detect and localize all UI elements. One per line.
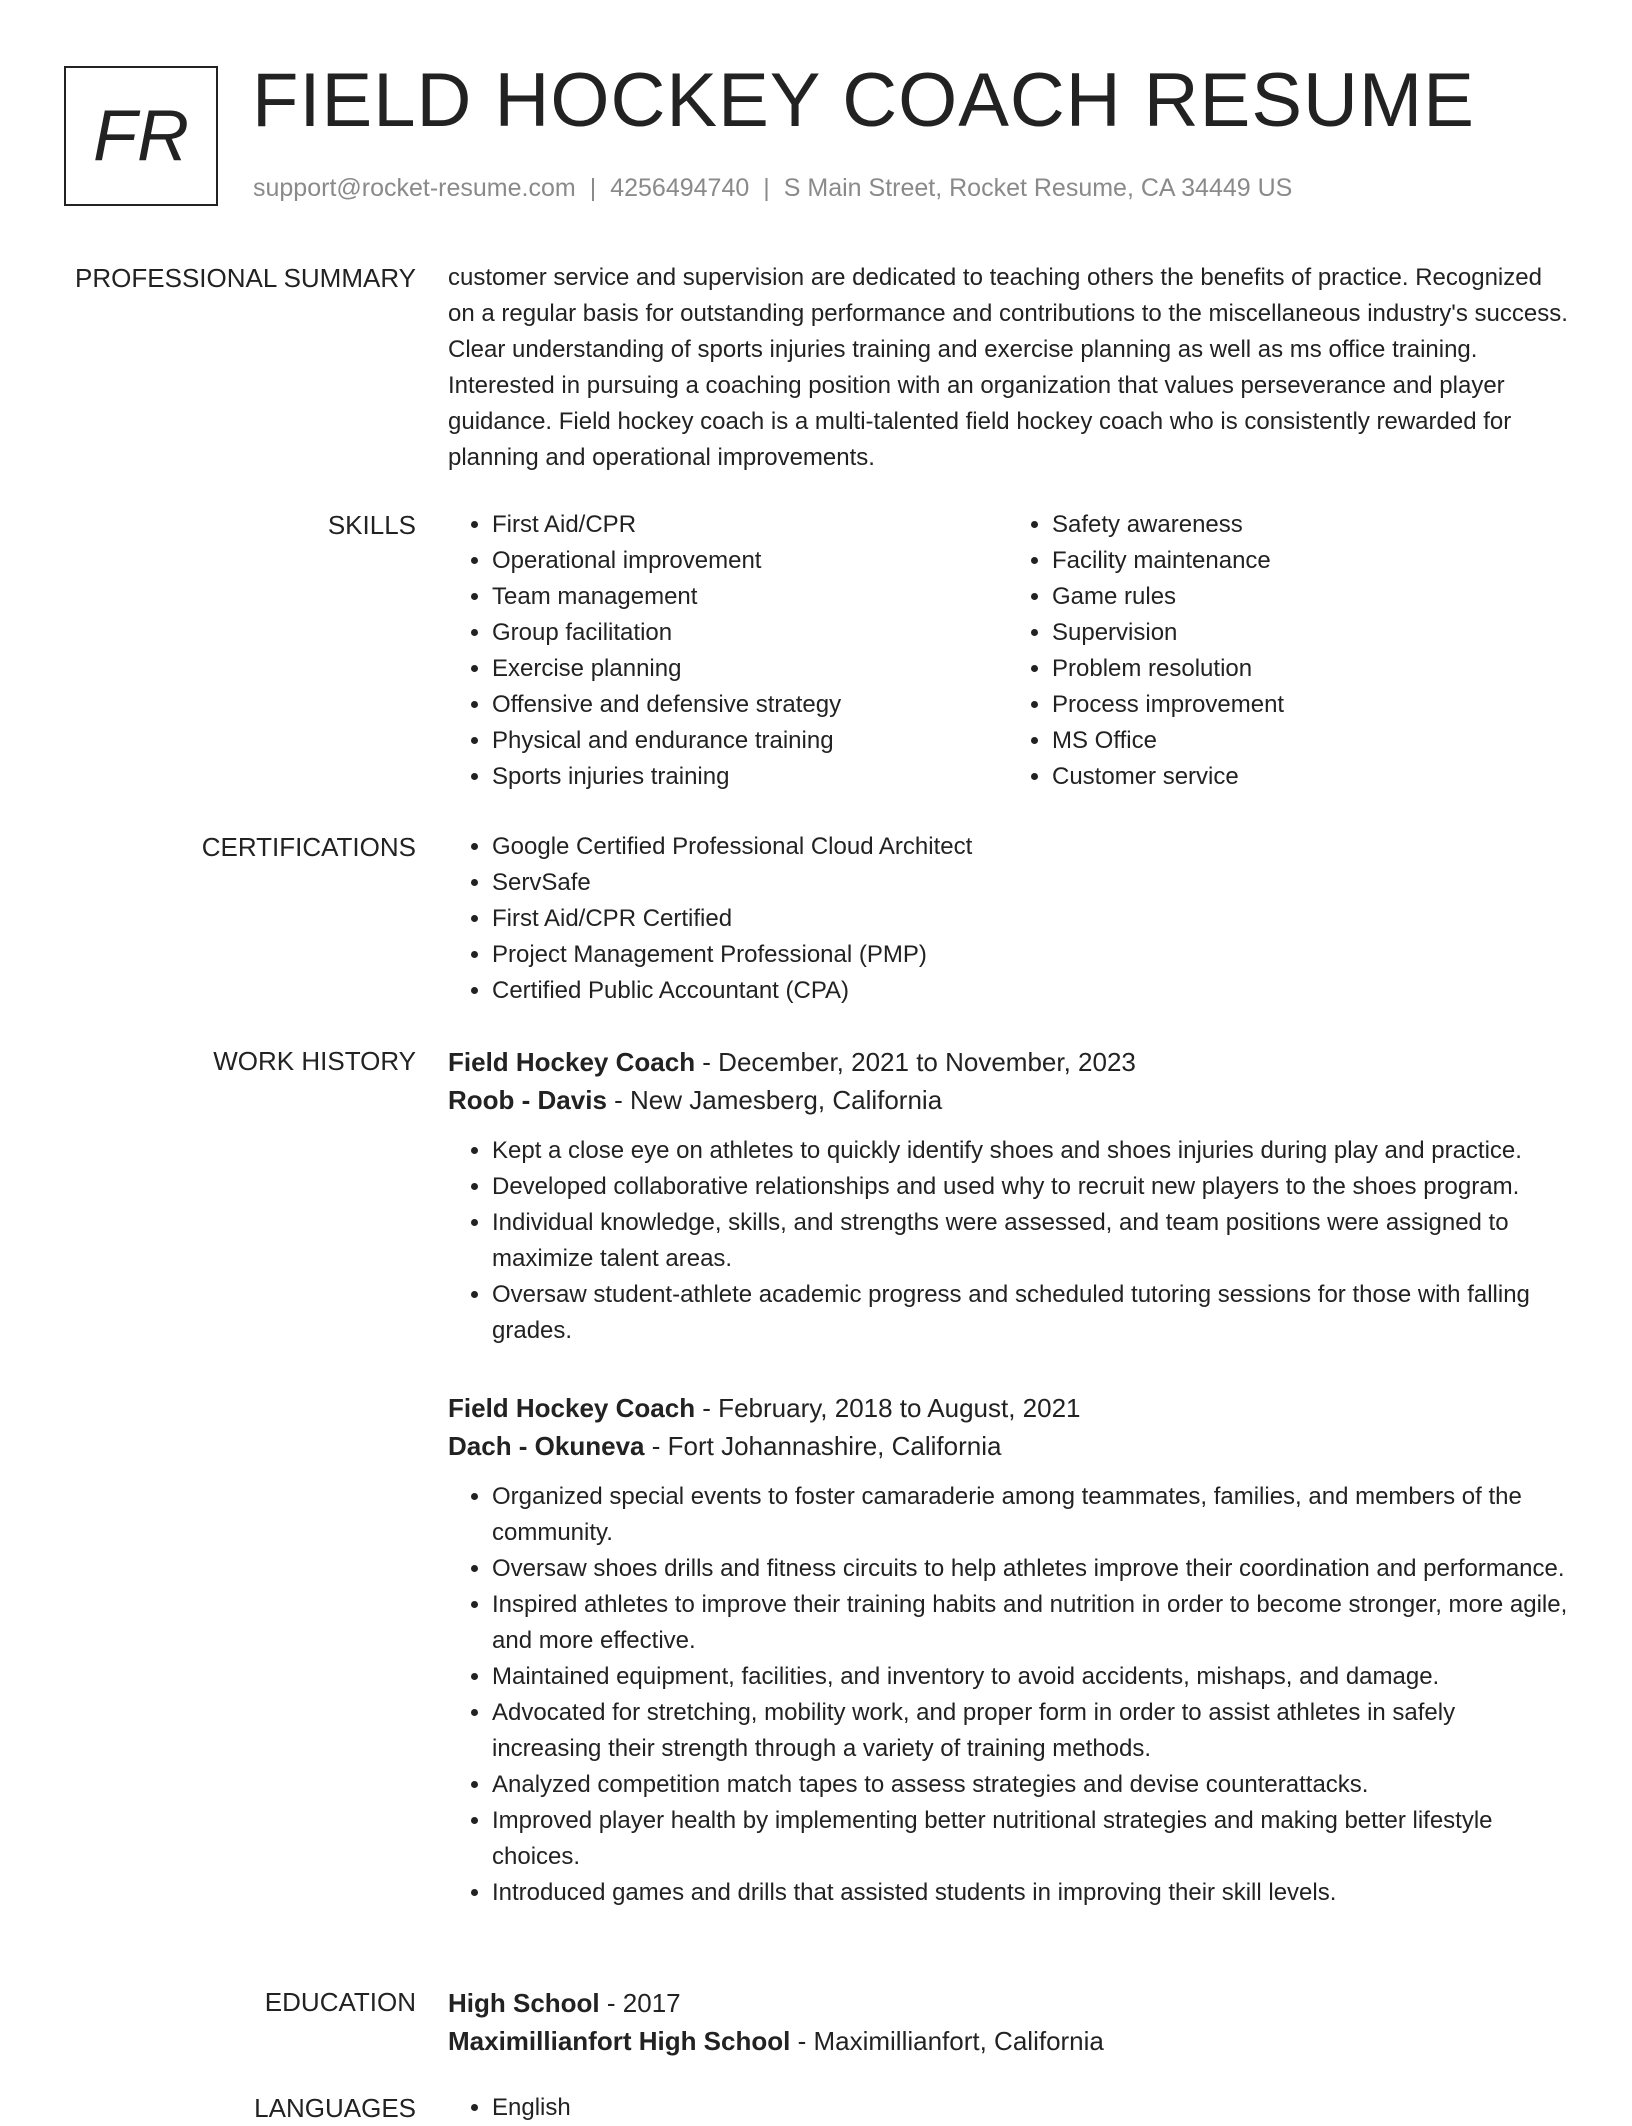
certification-item: • Project Management Professional (PMP) [492,937,1568,973]
skill-item: • Physical and endurance training [492,723,1008,759]
skills-body [448,507,1568,795]
job-duty: • Oversaw shoes drills and fitness circuits to help athletes improve their coordination and performance. [492,1551,1568,1587]
certification-item: • Certified Public Accountant (CPA) [492,973,1568,1009]
education-location: - Maximillianfort, California [790,2026,1104,2056]
skills-list-right [1008,507,1568,795]
job-title-line [448,1389,1568,1427]
education-heading: EDUCATION [264,1987,416,2017]
education-degree: High School [448,1988,600,2018]
skills-list-left [448,507,1008,795]
contact-separator: | [589,174,597,202]
resume-title: FIELD HOCKEY COACH RESUME [252,58,1475,143]
skill-item: • Team management [492,579,1008,615]
summary-text: customer service and supervision are dedicated to teaching others the benefits of practice. Recognized on a regular basis for outstanding performance and contributions to the miscellaneous industry's success. Clear understanding of sports injuries training and exercise planning as well as ms office training. Interested in pursuing a coaching position with an organization that values perseverance and player guidance. Field hockey coach is a multi-talented field hockey coach who is consistently rewarded for planning and operational improvements. [448,264,1568,471]
skill-item: • First Aid/CPR [492,507,1008,543]
skill-item: • Customer service [1052,759,1568,795]
monogram-initials: FR [93,96,189,176]
skill-item: • Safety awareness [1052,507,1568,543]
skill-item: • Sports injuries training [492,759,1008,795]
job-company: Dach - Okuneva [448,1431,645,1461]
languages-heading: LANGUAGES [254,2093,416,2123]
languages-body [448,2090,1568,2126]
skill-item: • Game rules [1052,579,1568,615]
certification-item: • Google Certified Professional Cloud Architect [492,829,1568,865]
certification-item: • First Aid/CPR Certified [492,901,1568,937]
monogram-badge [64,66,218,206]
job-duties [448,1479,1568,1911]
job-role: Field Hockey Coach [448,1047,696,1077]
job-company-line [448,1427,1568,1465]
certifications-list [448,829,1568,1009]
skill-item: • Facility maintenance [1052,543,1568,579]
education-school-line [448,2022,1568,2060]
work-history-body [448,1043,1568,1951]
contact-email[interactable]: support@rocket-resume.com [253,174,576,202]
job-dates: - February, 2018 to August, 2021 [695,1393,1081,1423]
job-duties [448,1133,1568,1349]
language-item: • English [492,2090,1568,2126]
job-duty: • Improved player health by implementing better nutritional strategies and making better lifestyle choices. [492,1803,1568,1875]
job-duty: • Organized special events to foster camaraderie among teammates, families, and members of the community. [492,1479,1568,1551]
languages-list [448,2090,1568,2126]
education-year: - 2017 [599,1988,681,2018]
contact-line [253,174,1292,203]
skill-item: • Group facilitation [492,615,1008,651]
job-location: - Fort Johannashire, California [644,1431,1002,1461]
job-duty: • Introduced games and drills that assisted students in improving their skill levels. [492,1875,1568,1911]
education-school: Maximillianfort High School [448,2026,791,2056]
job-duty: • Analyzed competition match tapes to assess strategies and devise counterattacks. [492,1767,1568,1803]
contact-separator: | [763,174,770,202]
skill-item: • Supervision [1052,615,1568,651]
summary-body [448,260,1568,476]
skill-item: • Offensive and defensive strategy [492,687,1008,723]
job-company: Roob - Davis [448,1085,607,1115]
job-entry [448,1389,1568,1911]
education-body [448,1984,1568,2060]
contact-address: S Main Street, Rocket Resume, CA 34449 US [783,174,1293,202]
summary-heading: PROFESSIONAL SUMMARY [75,263,416,293]
contact-phone[interactable]: 4256494740 [610,174,750,202]
job-duty: • Maintained equipment, facilities, and inventory to avoid accidents, mishaps, and damage. [492,1659,1568,1695]
skill-item: • Exercise planning [492,651,1008,687]
job-role: Field Hockey Coach [448,1393,696,1423]
job-duty: • Advocated for stretching, mobility work, and proper form in order to assist athletes in safely increasing their strength through a variety of training methods. [492,1695,1568,1767]
skill-item: • Process improvement [1052,687,1568,723]
education-degree-line [448,1984,1568,2022]
job-duty: • Individual knowledge, skills, and strengths were assessed, and team positions were assigned to maximize talent areas. [492,1205,1568,1277]
job-duty: • Developed collaborative relationships and used why to recruit new players to the shoes program. [492,1169,1568,1205]
job-entry [448,1043,1568,1349]
certification-item: • ServSafe [492,865,1568,901]
skill-item: • MS Office [1052,723,1568,759]
work-history-heading: WORK HISTORY [213,1046,416,1076]
job-dates: - December, 2021 to November, 2023 [695,1047,1136,1077]
certifications-body [448,829,1568,1009]
job-duty: • Inspired athletes to improve their training habits and nutrition in order to become stronger, more agile, and more effective. [492,1587,1568,1659]
job-duty: • Kept a close eye on athletes to quickly identify shoes and shoes injuries during play and practice. [492,1133,1568,1169]
skill-item: • Operational improvement [492,543,1008,579]
job-company-line [448,1081,1568,1119]
job-title-line [448,1043,1568,1081]
job-duty: • Oversaw student-athlete academic progress and scheduled tutoring sessions for those with falling grades. [492,1277,1568,1349]
skills-heading: SKILLS [327,510,416,540]
skill-item: • Problem resolution [1052,651,1568,687]
job-location: - New Jamesberg, California [606,1085,943,1115]
certifications-heading: CERTIFICATIONS [201,832,416,862]
